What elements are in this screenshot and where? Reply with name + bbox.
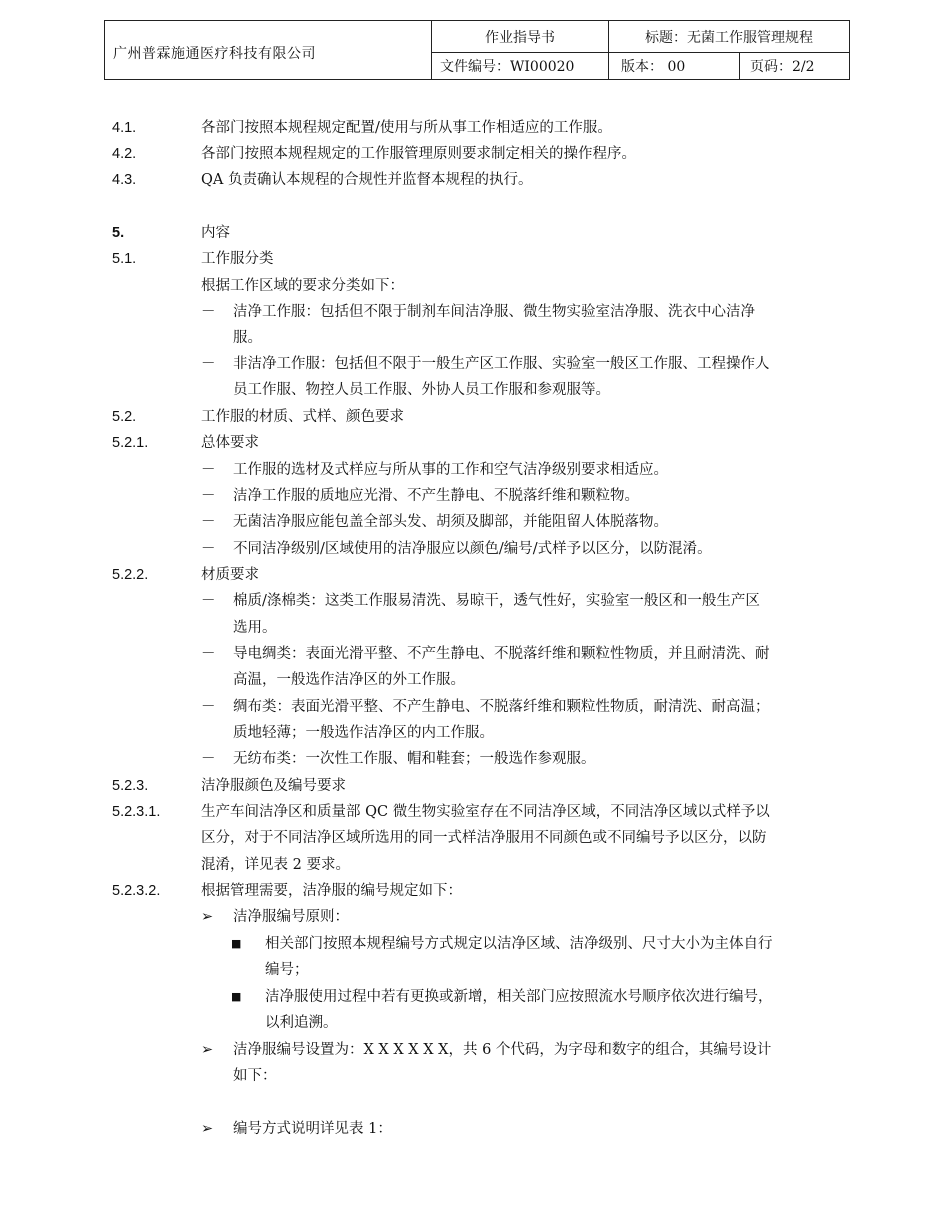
dash-bullet: － xyxy=(201,541,216,557)
company-name: 广州普霖施通医疗科技有限公司 xyxy=(113,46,316,62)
dash-bullet: － xyxy=(201,646,216,662)
body-text: 如下： xyxy=(233,1068,277,1084)
body-text: 洁净服编号设置为：X X X X X X，共 6 个代码，为字母和数字的组合，其编号设计 xyxy=(233,1042,772,1058)
dash-bullet: － xyxy=(201,751,216,767)
body-text: 棉质/涤棉类：这类工作服易清洗、易晾干，透气性好，实验室一般区和一般生产区 xyxy=(233,593,760,609)
page-number: 页码：2/2 xyxy=(750,59,815,75)
dash-bullet: － xyxy=(201,356,216,372)
section-number: 4.1. xyxy=(112,120,137,136)
square-bullet: ■ xyxy=(231,937,242,950)
body-text: 根据工作区域的要求分类如下： xyxy=(201,278,404,294)
body-text: 洁净工作服的质地应光滑、不产生静电、不脱落纤维和颗粒物。 xyxy=(233,488,639,504)
dash-bullet: － xyxy=(201,593,216,609)
body-text: 各部门按照本规程规定配置/使用与所从事工作相适应的工作服。 xyxy=(201,120,612,136)
arrow-bullet: ➢ xyxy=(201,1042,214,1058)
section-number: 5.2.3.2. xyxy=(112,883,161,899)
section-heading: 内容 xyxy=(201,225,230,241)
body-text: 各部门按照本规程规定的工作服管理原则要求制定相关的操作程序。 xyxy=(201,146,636,162)
section-heading: 材质要求 xyxy=(201,567,259,583)
section-number: 4.3. xyxy=(112,172,137,188)
doc-type: 作业指导书 xyxy=(485,29,555,46)
body-text: 洁净服使用过程中若有更换或新增，相关部门应按照流水号顺序依次进行编号， xyxy=(265,989,773,1005)
document-header xyxy=(104,20,850,80)
section-heading: 总体要求 xyxy=(201,435,259,451)
section-number: 5.2. xyxy=(112,409,137,425)
body-text: 不同洁净级别/区域使用的洁净服应以颜色/编号/式样予以区分，以防混淆。 xyxy=(233,541,712,557)
body-text: 无菌洁净服应能包盖全部头发、胡须及脚部，并能阻留人体脱落物。 xyxy=(233,514,668,530)
body-text: 工作服的选材及式样应与所从事的工作和空气洁净级别要求相适应。 xyxy=(233,462,668,478)
section-number: 5.2.3. xyxy=(112,778,149,794)
dash-bullet: － xyxy=(201,514,216,530)
arrow-bullet: ➢ xyxy=(201,1121,214,1137)
body-text: 生产车间洁净区和质量部 QC 微生物实验室存在不同洁净区域，不同洁净区域以式样予以 xyxy=(201,804,770,820)
body-text: 相关部门按照本规程编号方式规定以洁净区域、洁净级别、尺寸大小为主体自行 xyxy=(265,936,773,952)
section-heading: 工作服分类 xyxy=(201,251,274,267)
body-text: 区分，对于不同洁净区域所选用的同一式样洁净服用不同颜色或不同编号予以区分，以防 xyxy=(201,830,767,846)
dash-bullet: － xyxy=(201,699,216,715)
dash-bullet: － xyxy=(201,304,216,320)
body-text: 员工作服、物控人员工作服、外协人员工作服和参观服等。 xyxy=(233,382,610,398)
body-text: 编号方式说明详见表 1： xyxy=(233,1121,392,1137)
section-number: 5.2.3.1. xyxy=(112,804,161,820)
section-number: 5.2.1. xyxy=(112,435,149,451)
arrow-bullet: ➢ xyxy=(201,909,214,925)
body-text: 编号； xyxy=(265,962,309,978)
body-text: 导电绸类：表面光滑平整、不产生静电、不脱落纤维和颗粒性物质，并且耐清洗、耐 xyxy=(233,646,770,662)
body-text: 非洁净工作服：包括但不限于一般生产区工作服、实验室一般区工作服、工程操作人 xyxy=(233,356,770,372)
section-heading: 工作服的材质、式样、颜色要求 xyxy=(201,409,404,425)
doc-number: 文件编号：WI00020 xyxy=(440,59,575,75)
section-number: 5.1. xyxy=(112,251,137,267)
body-text: 高温，一般选作洁净区的外工作服。 xyxy=(233,672,465,688)
section-number: 5.2.2. xyxy=(112,567,149,583)
section-number: 4.2. xyxy=(112,146,137,162)
body-text: 质地轻薄；一般选作洁净区的内工作服。 xyxy=(233,725,494,741)
body-text: 选用。 xyxy=(233,620,277,636)
doc-version: 版本： 00 xyxy=(621,59,686,75)
section-number: 5. xyxy=(112,225,125,241)
body-text: 混淆，详见表 2 要求。 xyxy=(201,857,350,873)
doc-title: 标题：无菌工作服管理规程 xyxy=(645,29,813,46)
body-text: 根据管理需要，洁净服的编号规定如下： xyxy=(201,883,462,899)
body-text: 无纺布类：一次性工作服、帽和鞋套；一般选作参观服。 xyxy=(233,751,596,767)
dash-bullet: － xyxy=(201,488,216,504)
body-text: 绸布类：表面光滑平整、不产生静电、不脱落纤维和颗粒性物质，耐清洗、耐高温； xyxy=(233,699,770,715)
body-text: 以利追溯。 xyxy=(265,1015,338,1031)
body-text: 洁净工作服：包括但不限于制剂车间洁净服、微生物实验室洁净服、洗衣中心洁净 xyxy=(233,304,755,320)
body-text: 洁净服编号原则： xyxy=(233,909,349,925)
dash-bullet: － xyxy=(201,462,216,478)
section-heading: 洁净服颜色及编号要求 xyxy=(201,778,346,794)
body-text: QA 负责确认本规程的合规性并监督本规程的执行。 xyxy=(201,172,533,188)
body-text: 服。 xyxy=(233,330,262,346)
square-bullet: ■ xyxy=(231,990,242,1003)
